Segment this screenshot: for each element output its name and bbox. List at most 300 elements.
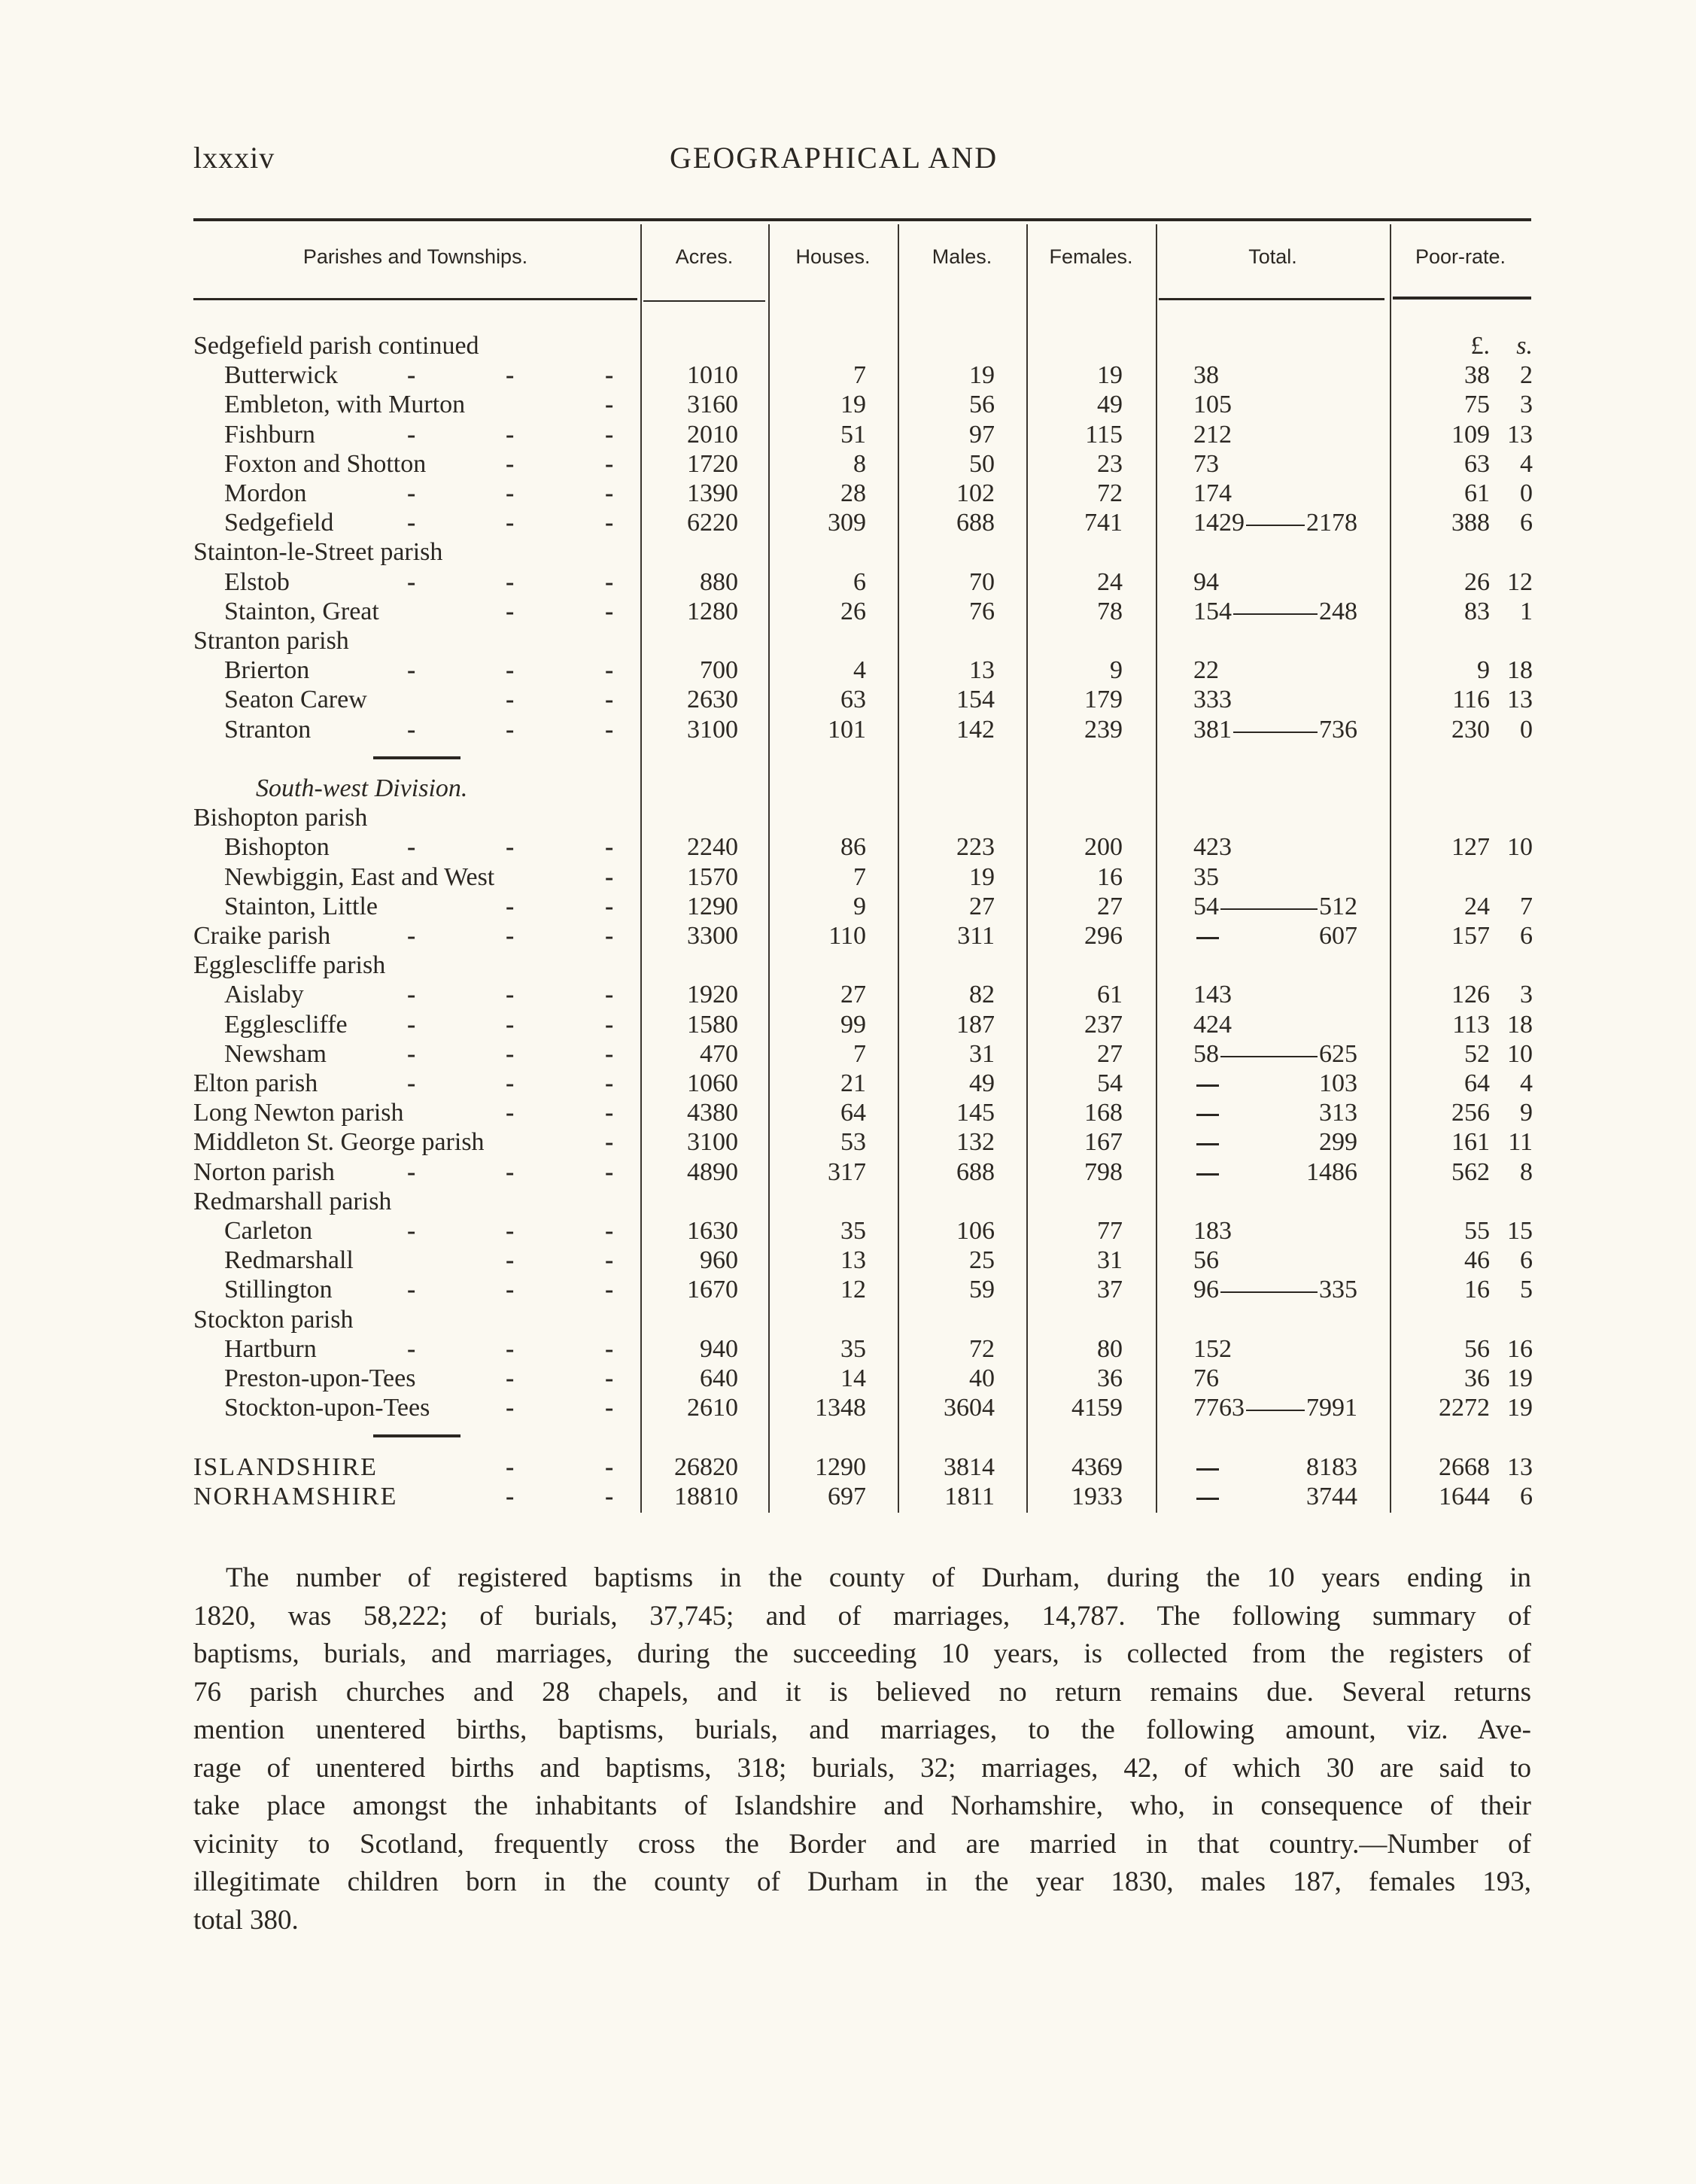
leader-dot: -: [605, 686, 614, 714]
males-cell: 132: [956, 1128, 995, 1157]
leader-dot: -: [605, 449, 614, 478]
leader-dot: -: [506, 892, 515, 920]
males-cell: 19: [969, 361, 995, 390]
females-cell: 4369: [1071, 1452, 1123, 1481]
subtotal-cell: 58: [1193, 1039, 1219, 1068]
leader-dot: -: [407, 715, 416, 744]
leader-dot: -: [605, 479, 614, 507]
females-cell: 24: [1097, 567, 1123, 596]
females-cell: 27: [1097, 892, 1123, 920]
poor-rate-pounds: 157: [1451, 922, 1490, 950]
males-cell: 187: [956, 1010, 995, 1039]
poor-rate-pounds: 113: [1452, 1010, 1490, 1039]
leader-dot: -: [506, 567, 515, 596]
parish-group-row: [0, 1187, 1696, 1216]
males-cell: 27: [969, 892, 995, 920]
females-cell: 296: [1084, 922, 1123, 950]
poor-rate-shillings: 16: [1507, 1334, 1533, 1363]
males-cell: 688: [956, 1157, 995, 1186]
houses-cell: 53: [840, 1128, 866, 1157]
place-name: Stainton, Great: [224, 597, 379, 625]
acres-cell: 1280: [687, 597, 738, 625]
leader-dot: -: [506, 981, 515, 1009]
acres-cell: 1670: [687, 1276, 738, 1304]
acres-cell: 640: [700, 1364, 738, 1392]
females-cell: 167: [1084, 1128, 1123, 1157]
poor-rate-shillings: 0: [1520, 479, 1533, 507]
place-name: Stranton: [224, 715, 312, 744]
table-row: [0, 420, 1696, 449]
females-cell: 37: [1097, 1276, 1123, 1304]
leader-dot: -: [605, 1099, 614, 1127]
leader-dot: -: [605, 420, 614, 449]
leader-dot: -: [407, 833, 416, 862]
poor-rate-pounds: 36: [1464, 1364, 1490, 1392]
table-row: [0, 685, 1696, 714]
females-cell: 741: [1084, 509, 1123, 537]
females-cell: 239: [1084, 715, 1123, 744]
parish-group-row: [0, 1305, 1696, 1334]
acres-cell: 1720: [687, 449, 738, 478]
place-name: NORHAMSHIRE: [193, 1482, 398, 1510]
females-cell: 61: [1097, 981, 1123, 1009]
parish-group-row: [0, 951, 1696, 980]
poor-rate-pounds: 26: [1464, 567, 1490, 596]
males-cell: 31: [969, 1039, 995, 1068]
table-row: [0, 715, 1696, 744]
paragraph-line: rage of unentered births and baptisms, 318; burials, 32; marriages, 42, of which 30 are said to: [193, 1752, 1531, 1784]
poor-rate-shillings: 3: [1520, 391, 1533, 419]
females-cell: 54: [1097, 1069, 1123, 1097]
table-row: [0, 1127, 1696, 1157]
poor-rate-shillings: 19: [1507, 1364, 1533, 1392]
place-name: Newbiggin, East and West: [224, 862, 495, 891]
males-cell: 311: [957, 922, 995, 950]
header-males: Males.: [932, 245, 992, 268]
poor-rate-shillings: 18: [1507, 656, 1533, 685]
table-row: [0, 1482, 1696, 1511]
males-cell: 76: [969, 597, 995, 625]
table-row: [0, 1216, 1696, 1246]
poor-rate-pounds: 46: [1464, 1246, 1490, 1275]
table-row: [0, 479, 1696, 508]
leader-dot: -: [605, 833, 614, 862]
parish-total-cell: 2178: [1306, 509, 1357, 537]
page-number: lxxxiv: [193, 141, 275, 175]
place-name: Foxton and Shotton: [224, 449, 427, 478]
houses-cell: 13: [840, 1246, 866, 1275]
running-head: GEOGRAPHICAL AND: [670, 141, 998, 175]
table-row: [0, 1246, 1696, 1275]
table-row: [0, 1393, 1696, 1422]
place-name: Egglescliffe: [224, 1010, 348, 1039]
acres-cell: 1920: [687, 981, 738, 1009]
houses-cell: 99: [840, 1010, 866, 1039]
parish-group-row: [0, 331, 1696, 360]
header-bottom-rule: [193, 298, 637, 300]
poor-rate-shillings: 18: [1507, 1010, 1533, 1039]
poor-rate-pounds: 38: [1464, 361, 1490, 390]
leader-dot: -: [407, 656, 416, 685]
males-cell: 97: [969, 420, 995, 449]
table-row: [0, 567, 1696, 597]
houses-cell: 19: [840, 391, 866, 419]
leader-dot: -: [605, 922, 614, 950]
females-cell: 9: [1110, 656, 1123, 685]
poor-rate-shillings: 13: [1507, 1452, 1533, 1481]
subtotal-cell: 7763: [1193, 1394, 1245, 1422]
acres-cell: 3160: [687, 391, 738, 419]
place-name: Embleton, with Murton: [224, 391, 466, 419]
leader-dot: -: [506, 597, 515, 625]
females-cell: 798: [1084, 1157, 1123, 1186]
houses-cell: 27: [840, 981, 866, 1009]
leader-dot: -: [506, 1276, 515, 1304]
parish-total-cell: 1486: [1306, 1157, 1357, 1186]
houses-cell: 35: [840, 1217, 866, 1245]
houses-cell: 110: [828, 922, 866, 950]
subtotal-cell: 1429: [1193, 509, 1245, 537]
poor-rate-pounds: 1644: [1439, 1482, 1490, 1510]
acres-cell: 960: [700, 1246, 738, 1275]
leader-dot: -: [506, 449, 515, 478]
houses-cell: 7: [853, 361, 866, 390]
males-cell: 106: [956, 1217, 995, 1245]
acres-cell: 1060: [687, 1069, 738, 1097]
leader-dot: -: [506, 1246, 515, 1275]
leader-dot: -: [605, 597, 614, 625]
acres-cell: 1390: [687, 479, 738, 507]
total-connector: [1220, 908, 1318, 910]
males-cell: 688: [956, 509, 995, 537]
females-cell: 31: [1097, 1246, 1123, 1275]
parish-total-cell: 313: [1319, 1099, 1357, 1127]
parish-group-row: [0, 537, 1696, 567]
parish-name: Egglescliffe parish: [193, 951, 386, 980]
males-cell: 40: [969, 1364, 995, 1392]
paragraph-line: vicinity to Scotland, frequently cross the Border and are married in that country.—Number of: [193, 1828, 1531, 1860]
parish-total-cell: 607: [1319, 922, 1357, 950]
leader-dot: -: [605, 1069, 614, 1097]
females-cell: 36: [1097, 1364, 1123, 1392]
poor-rate-shillings: 12: [1507, 567, 1533, 596]
parish-group-row: [0, 803, 1696, 832]
males-cell: 142: [956, 715, 995, 744]
acres-cell: 3100: [687, 1128, 738, 1157]
poor-rate-pounds: 2668: [1439, 1452, 1490, 1481]
houses-cell: 14: [840, 1364, 866, 1392]
leader-dot: -: [407, 1010, 416, 1039]
poor-rate-pounds: 562: [1451, 1157, 1490, 1186]
table-row: [0, 1069, 1696, 1098]
acres-cell: 2610: [687, 1394, 738, 1422]
poor-rate-shillings: 10: [1507, 833, 1533, 862]
acres-cell: 1290: [687, 892, 738, 920]
poor-rate-pounds: 83: [1464, 597, 1490, 625]
total-connector: [1246, 1410, 1305, 1411]
section-rule: [0, 744, 1696, 774]
leader-dot: -: [407, 509, 416, 537]
total-connector: [1220, 1056, 1318, 1057]
table-row: [0, 862, 1696, 892]
poor-rate-shillings: 8: [1520, 1157, 1533, 1186]
poor-rate-shillings: 6: [1520, 1482, 1533, 1510]
place-name: ISLANDSHIRE: [193, 1452, 378, 1481]
males-cell: 59: [969, 1276, 995, 1304]
males-cell: 82: [969, 981, 995, 1009]
division-title: South-west Division.: [256, 774, 468, 802]
males-cell: 3604: [944, 1394, 995, 1422]
table-row: [0, 921, 1696, 951]
paragraph-line: baptisms, burials, and marriages, during the succeeding 10 years, is collected from the registers of: [193, 1638, 1531, 1669]
header-bottom-rule: [643, 300, 765, 302]
poor-rate-shillings: 6: [1520, 1246, 1533, 1275]
acres-cell: 2630: [687, 686, 738, 714]
poor-rate-pounds: 230: [1451, 715, 1490, 744]
poor-rate-shillings: 7: [1520, 892, 1533, 920]
leader-dot: -: [407, 567, 416, 596]
leader-dot: -: [506, 715, 515, 744]
parish-total-cell: 512: [1319, 892, 1357, 920]
houses-cell: 6: [853, 567, 866, 596]
leader-dot: -: [506, 1394, 515, 1422]
place-name: Seaton Carew: [224, 686, 367, 714]
total-dash: [1196, 1173, 1219, 1176]
pounds-label: £.: [1470, 332, 1490, 360]
header-bottom-rule: [1159, 298, 1384, 300]
paragraph-line: 1820, was 58,222; of burials, 37,745; and of marriages, 14,787. The following summary of: [193, 1600, 1531, 1632]
poor-rate-pounds: 109: [1451, 420, 1490, 449]
males-cell: 13: [969, 656, 995, 685]
acres-cell: 26820: [674, 1452, 738, 1481]
males-cell: 50: [969, 449, 995, 478]
leader-dot: -: [605, 715, 614, 744]
leader-dot: -: [506, 1157, 515, 1186]
leader-dot: -: [407, 981, 416, 1009]
place-name: Stockton-upon-Tees: [224, 1394, 430, 1422]
poor-rate-shillings: 11: [1508, 1128, 1533, 1157]
females-cell: 77: [1097, 1217, 1123, 1245]
leader-dot: -: [506, 686, 515, 714]
table-row: [0, 1098, 1696, 1127]
leader-dot: -: [407, 1069, 416, 1097]
header-poor-rate: Poor-rate.: [1415, 245, 1506, 268]
poor-rate-shillings: 13: [1507, 686, 1533, 714]
subtotal-cell: 423: [1193, 833, 1232, 862]
shillings-label: s.: [1516, 332, 1533, 360]
short-rule: [373, 756, 460, 759]
leader-dot: -: [506, 420, 515, 449]
females-cell: 168: [1084, 1099, 1123, 1127]
acres-cell: 4890: [687, 1157, 738, 1186]
poor-rate-shillings: 3: [1520, 981, 1533, 1009]
acres-cell: 1570: [687, 862, 738, 891]
place-name: Redmarshall: [224, 1246, 354, 1275]
place-name: Elton parish: [193, 1069, 318, 1097]
houses-cell: 51: [840, 420, 866, 449]
subtotal-cell: 54: [1193, 892, 1219, 920]
houses-cell: 309: [828, 509, 866, 537]
subtotal-cell: 333: [1193, 686, 1232, 714]
acres-cell: 1580: [687, 1010, 738, 1039]
females-cell: 80: [1097, 1334, 1123, 1363]
acres-cell: 940: [700, 1334, 738, 1363]
total-dash: [1196, 937, 1219, 939]
poor-rate-pounds: 64: [1464, 1069, 1490, 1097]
poor-rate-shillings: 6: [1520, 922, 1533, 950]
houses-cell: 8: [853, 449, 866, 478]
females-cell: 27: [1097, 1039, 1123, 1068]
subtotal-cell: 183: [1193, 1217, 1232, 1245]
poor-rate-shillings: 19: [1507, 1394, 1533, 1422]
place-name: Middleton St. George parish: [193, 1128, 485, 1157]
poor-rate-shillings: 1: [1520, 597, 1533, 625]
poor-rate-pounds: 127: [1451, 833, 1490, 862]
place-name: Long Newton parish: [193, 1099, 404, 1127]
poor-rate-pounds: 256: [1451, 1099, 1490, 1127]
leader-dot: -: [407, 1217, 416, 1245]
header-bottom-rule: [1393, 297, 1531, 300]
leader-dot: -: [407, 420, 416, 449]
table-row: [0, 1334, 1696, 1364]
males-cell: 25: [969, 1246, 995, 1275]
leader-dot: -: [506, 361, 515, 390]
place-name: Carleton: [224, 1217, 313, 1245]
poor-rate-pounds: 126: [1451, 981, 1490, 1009]
leader-dot: -: [605, 361, 614, 390]
table-row: [0, 597, 1696, 626]
leader-dot: -: [605, 1010, 614, 1039]
acres-cell: 3100: [687, 715, 738, 744]
leader-dot: -: [605, 567, 614, 596]
subtotal-cell: 424: [1193, 1010, 1232, 1039]
subtotal-cell: 22: [1193, 656, 1219, 685]
leader-dot: -: [506, 922, 515, 950]
leader-dot: -: [605, 1157, 614, 1186]
total-dash: [1196, 1468, 1219, 1471]
place-name: Norton parish: [193, 1157, 335, 1186]
acres-cell: 1010: [687, 361, 738, 390]
table-row: [0, 1452, 1696, 1482]
total-dash: [1196, 1143, 1219, 1145]
males-cell: 56: [969, 391, 995, 419]
houses-cell: 317: [828, 1157, 866, 1186]
acres-cell: 2010: [687, 420, 738, 449]
poor-rate-pounds: 161: [1451, 1128, 1490, 1157]
parish-name: Sedgefield parish continued: [193, 332, 479, 360]
place-name: Hartburn: [224, 1334, 317, 1363]
acres-cell: 700: [700, 656, 738, 685]
total-connector: [1220, 1291, 1318, 1293]
females-cell: 49: [1097, 391, 1123, 419]
females-cell: 72: [1097, 479, 1123, 507]
houses-cell: 86: [840, 833, 866, 862]
males-cell: 49: [969, 1069, 995, 1097]
poor-rate-shillings: 2: [1520, 361, 1533, 390]
subtotal-cell: 56: [1193, 1246, 1219, 1275]
table-row: [0, 892, 1696, 921]
subtotal-cell: 38: [1193, 361, 1219, 390]
leader-dot: -: [506, 1039, 515, 1068]
leader-dot: -: [605, 1394, 614, 1422]
parish-group-row: [0, 626, 1696, 656]
males-cell: 145: [956, 1099, 995, 1127]
table-row: [0, 980, 1696, 1009]
males-cell: 19: [969, 862, 995, 891]
subtotal-cell: 381: [1193, 715, 1232, 744]
parish-name: Bishopton parish: [193, 804, 368, 832]
poor-rate-pounds: 16: [1464, 1276, 1490, 1304]
parish-name: Stockton parish: [193, 1305, 354, 1334]
header-acres: Acres.: [675, 245, 734, 268]
houses-cell: 63: [840, 686, 866, 714]
houses-cell: 101: [828, 715, 866, 744]
total-connector: [1233, 613, 1318, 615]
females-cell: 4159: [1071, 1394, 1123, 1422]
poor-rate-shillings: 4: [1520, 1069, 1533, 1097]
acres-cell: 18810: [674, 1482, 738, 1510]
place-name: Elstob: [224, 567, 290, 596]
houses-cell: 35: [840, 1334, 866, 1363]
acres-cell: 6220: [687, 509, 738, 537]
paragraph-line: total 380.: [193, 1904, 299, 1936]
header-females: Females.: [1049, 245, 1133, 268]
poor-rate-pounds: 9: [1477, 656, 1490, 685]
table-row: [0, 1157, 1696, 1187]
houses-cell: 9: [853, 892, 866, 920]
leader-dot: -: [605, 1128, 614, 1157]
place-name: Brierton: [224, 656, 310, 685]
leader-dot: -: [407, 1039, 416, 1068]
poor-rate-pounds: 52: [1464, 1039, 1490, 1068]
leader-dot: -: [605, 1039, 614, 1068]
section-heading: [0, 774, 1696, 803]
subtotal-cell: 152: [1193, 1334, 1232, 1363]
poor-rate-pounds: 55: [1464, 1217, 1490, 1245]
table-row: [0, 449, 1696, 479]
poor-rate-shillings: 5: [1520, 1276, 1533, 1304]
leader-dot: -: [605, 1276, 614, 1304]
houses-cell: 28: [840, 479, 866, 507]
table-row: [0, 1010, 1696, 1039]
poor-rate-pounds: 63: [1464, 449, 1490, 478]
females-cell: 179: [1084, 686, 1123, 714]
poor-rate-shillings: 9: [1520, 1099, 1533, 1127]
place-name: Stainton, Little: [224, 892, 378, 920]
parish-total-cell: 335: [1319, 1276, 1357, 1304]
acres-cell: 4380: [687, 1099, 738, 1127]
males-cell: 72: [969, 1334, 995, 1363]
place-name: Craike parish: [193, 922, 331, 950]
leader-dot: -: [506, 479, 515, 507]
leader-dot: -: [605, 892, 614, 920]
houses-cell: 64: [840, 1099, 866, 1127]
females-cell: 200: [1084, 833, 1123, 862]
paragraph-line: illegitimate children born in the county of Durham in the year 1830, males 187, females 193,: [193, 1866, 1531, 1897]
place-name: Butterwick: [224, 361, 339, 390]
houses-cell: 4: [853, 656, 866, 685]
subtotal-cell: 96: [1193, 1276, 1219, 1304]
leader-dot: -: [506, 1482, 515, 1510]
parish-total-cell: 736: [1319, 715, 1357, 744]
leader-dot: -: [506, 1334, 515, 1363]
females-cell: 115: [1085, 420, 1123, 449]
place-name: Aislaby: [224, 981, 304, 1009]
table-row: [0, 656, 1696, 685]
leader-dot: -: [506, 1069, 515, 1097]
leader-dot: -: [407, 1157, 416, 1186]
parish-total-cell: 625: [1319, 1039, 1357, 1068]
